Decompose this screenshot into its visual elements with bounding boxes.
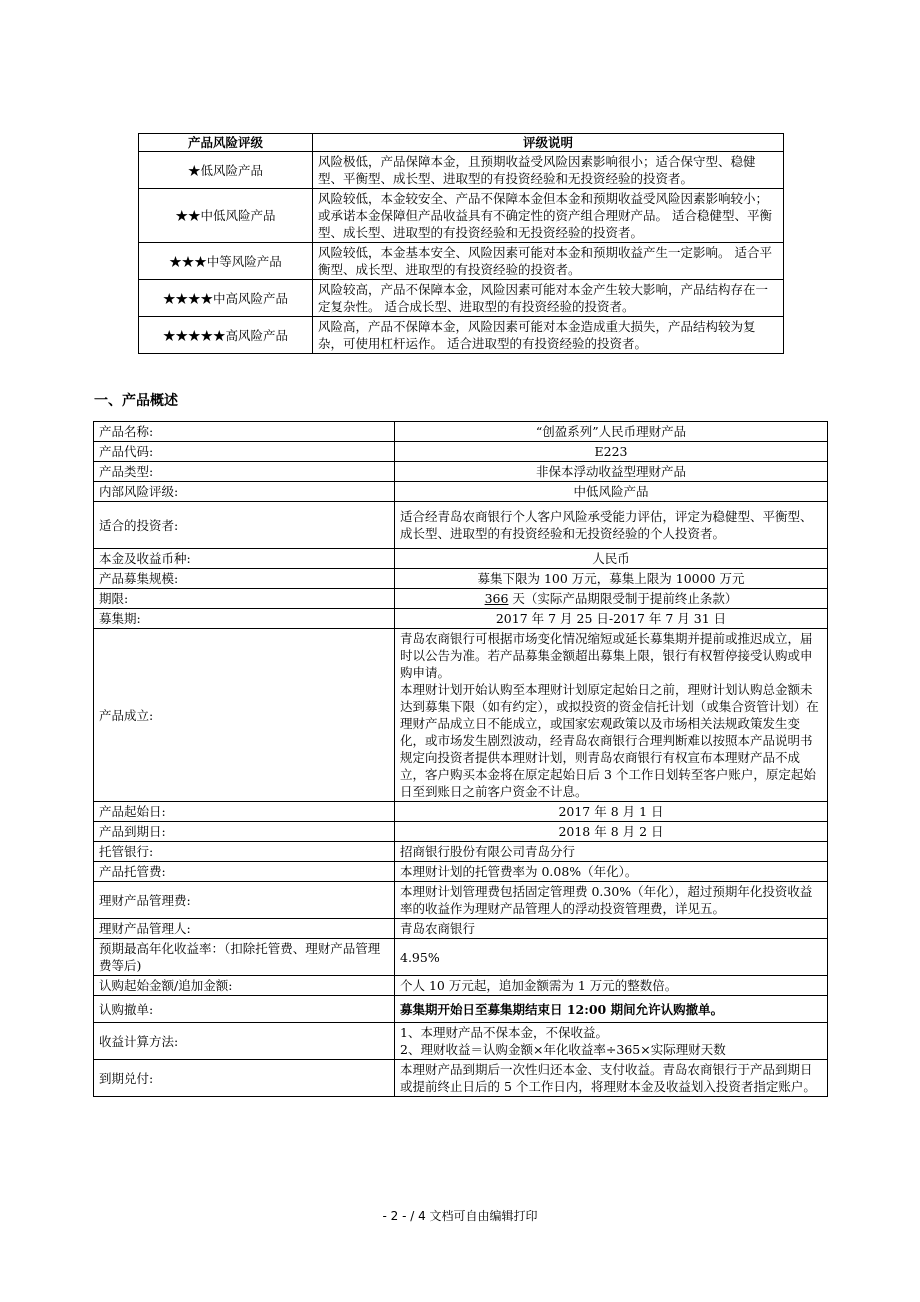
risk-description: 风险极低，产品保障本金，且预期收益受风险因素影响很小；适合保守型、稳健型、平衡型、成长型、进取型的有投资经验和无投资经验的投资者。 [313,152,784,189]
risk-description: 风险高，产品不保障本金，风险因素可能对本金造成重大损失，产品结构较为复杂，可使用杠杆运作。 适合进取型的有投资经验的投资者。 [313,317,784,354]
term-days: 366 [484,591,509,606]
overview-row-raise-period [94,609,828,629]
risk-row [139,243,784,280]
label-start-date: 产品起始日: [94,802,395,822]
value-establish [395,629,828,802]
risk-rating: ★★★★中高风险产品 [139,280,313,317]
value-custody-fee: 本理财计划的托管费率为 0.08%（年化）。 [395,862,828,882]
risk-description: 风险较高，产品不保障本金，风险因素可能对本金产生较大影响，产品结构存在一定复杂性。 适合成长型、进取型的有投资经验的投资者。 [313,280,784,317]
label-calc: 收益计算方法: [94,1023,395,1060]
risk-description: 风险较低，本金较安全、产品不保障本金但本金和预期收益受风险因素影响较小；或承诺本金保障但产品收益具有不确定性的资产组合理财产品。 适合稳健型、平衡型、成长型、进取型的有投资经验和无投资经验的投资者。 [313,189,784,243]
value-start-date: 2017 年 8 月 1 日 [395,802,828,822]
overview-row-scale [94,569,828,589]
label-risk-rating: 内部风险评级: [94,482,395,502]
label-investors: 适合的投资者: [94,502,395,549]
calc-line-1: 1、本理财产品不保本金，不保收益。 [400,1025,608,1040]
label-mgmt-fee: 理财产品管理费: [94,882,395,919]
value-calc [395,1023,828,1060]
overview-row-custodian [94,842,828,862]
value-currency: 人民币 [395,549,828,569]
label-product-code: 产品代码: [94,442,395,462]
risk-row [139,280,784,317]
label-custody-fee: 产品托管费: [94,862,395,882]
value-raise-period: 2017 年 7 月 25 日-2017 年 7 月 31 日 [395,609,828,629]
value-yield: 4.95% [395,939,828,976]
label-raise-period: 募集期: [94,609,395,629]
overview-row-investors [94,502,828,549]
risk-rating: ★★★★★高风险产品 [139,317,313,354]
overview-row-min-amount [94,976,828,996]
value-min-amount: 个人 10 万元起，追加金额需为 1 万元的整数倍。 [395,976,828,996]
value-product-code: E223 [395,442,828,462]
risk-table-header [139,134,784,152]
risk-rating: ★低风险产品 [139,152,313,189]
label-currency: 本金及收益币种: [94,549,395,569]
overview-row-type [94,462,828,482]
overview-row-end-date [94,822,828,842]
label-term: 期限: [94,589,395,609]
overview-row-yield [94,939,828,976]
label-product-type: 产品类型: [94,462,395,482]
label-redeem: 到期兑付: [94,1060,395,1097]
establish-paragraph-2: 本理财计划开始认购至本理财计划原定起始日之前，理财计划认购总金额未达到募集下限（如有约定），或拟投资的资金信托计划（或集合资管计划）在理财产品成立日不能成立，或国家宏观政策以及市场相关法规政策发生变化，或市场发生剧烈波动，经青岛农商银行合理判断难以按照本产品说明书规定向投资者提供本理财计划，则青岛农商银行有权宣布本理财产品不成立，客户购买本金将在原定起始日后 3 个工作日划转至客户账户，原定起始日至到账日之前客户资金不计息。 [400,682,819,799]
risk-row [139,152,784,189]
value-mgmt-fee: 本理财计划管理费包括固定管理费 0.30%（年化），超过预期年化投资收益率的收益作为理财产品管理人的浮动投资管理费，详见五。 [395,882,828,919]
value-product-type: 非保本浮动收益型理财产品 [395,462,828,482]
overview-row-cancel [94,996,828,1023]
overview-row-start-date [94,802,828,822]
value-end-date: 2018 年 8 月 2 日 [395,822,828,842]
label-establish: 产品成立: [94,629,395,802]
overview-row-calc [94,1023,828,1060]
value-scale: 募集下限为 100 万元，募集上限为 10000 万元 [395,569,828,589]
overview-row-establish [94,629,828,802]
overview-row-custody-fee [94,862,828,882]
risk-description: 风险较低，本金基本安全、风险因素可能对本金和预期收益产生一定影响。 适合平衡型、成长型、进取型的有投资经验的投资者。 [313,243,784,280]
value-risk-rating: 中低风险产品 [395,482,828,502]
risk-row [139,189,784,243]
overview-row-mgmt-fee [94,882,828,919]
risk-rating: ★★中低风险产品 [139,189,313,243]
header-description: 评级说明 [313,134,784,152]
value-manager: 青岛农商银行 [395,919,828,939]
section-title: 一、产品概述 [94,393,178,409]
overview-row-code [94,442,828,462]
overview-row-currency [94,549,828,569]
risk-row [139,317,784,354]
value-term [395,589,828,609]
header-rating: 产品风险评级 [139,134,313,152]
risk-rating-table [138,133,784,354]
establish-paragraph-1: 青岛农商银行可根据市场变化情况缩短或延长募集期并提前或推迟成立，届时以公告为准。若产品募集金额超出募集上限，银行有权暂停接受认购或申购申请。 [400,631,813,680]
overview-row-manager [94,919,828,939]
overview-row-risk [94,482,828,502]
term-note: 天（实际产品期限受制于提前终止条款） [508,591,738,606]
calc-line-2: 2、理财收益＝认购金额×年化收益率÷365×实际理财天数 [400,1042,726,1057]
overview-row-redeem [94,1060,828,1097]
label-min-amount: 认购起始金额/追加金额: [94,976,395,996]
value-custodian: 招商银行股份有限公司青岛分行 [395,842,828,862]
value-investors: 适合经青岛农商银行个人客户风险承受能力评估，评定为稳健型、平衡型、成长型、进取型的有投资经验和无投资经验的个人投资者。 [395,502,828,549]
label-manager: 理财产品管理人: [94,919,395,939]
overview-row-term [94,589,828,609]
product-overview-table [93,421,828,1097]
label-yield: 预期最高年化收益率：（扣除托管费、理财产品管理费等后) [94,939,395,976]
label-cancel: 认购撤单: [94,996,395,1023]
label-product-name: 产品名称: [94,422,395,442]
value-product-name: “创盈系列”人民币理财产品 [395,422,828,442]
value-redeem: 本理财产品到期后一次性归还本金、支付收益。青岛农商银行于产品到期日或提前终止日后的 5 个工作日内，将理财本金及收益划入投资者指定账户。 [395,1060,828,1097]
value-cancel: 募集期开始日至募集期结束日 12:00 期间允许认购撤单。 [395,996,828,1023]
label-scale: 产品募集规模: [94,569,395,589]
page-footer: - 2 - / 4 文档可自由编辑打印 [382,1209,538,1223]
risk-rating: ★★★中等风险产品 [139,243,313,280]
label-custodian: 托管银行: [94,842,395,862]
overview-row-name [94,422,828,442]
label-end-date: 产品到期日: [94,822,395,842]
